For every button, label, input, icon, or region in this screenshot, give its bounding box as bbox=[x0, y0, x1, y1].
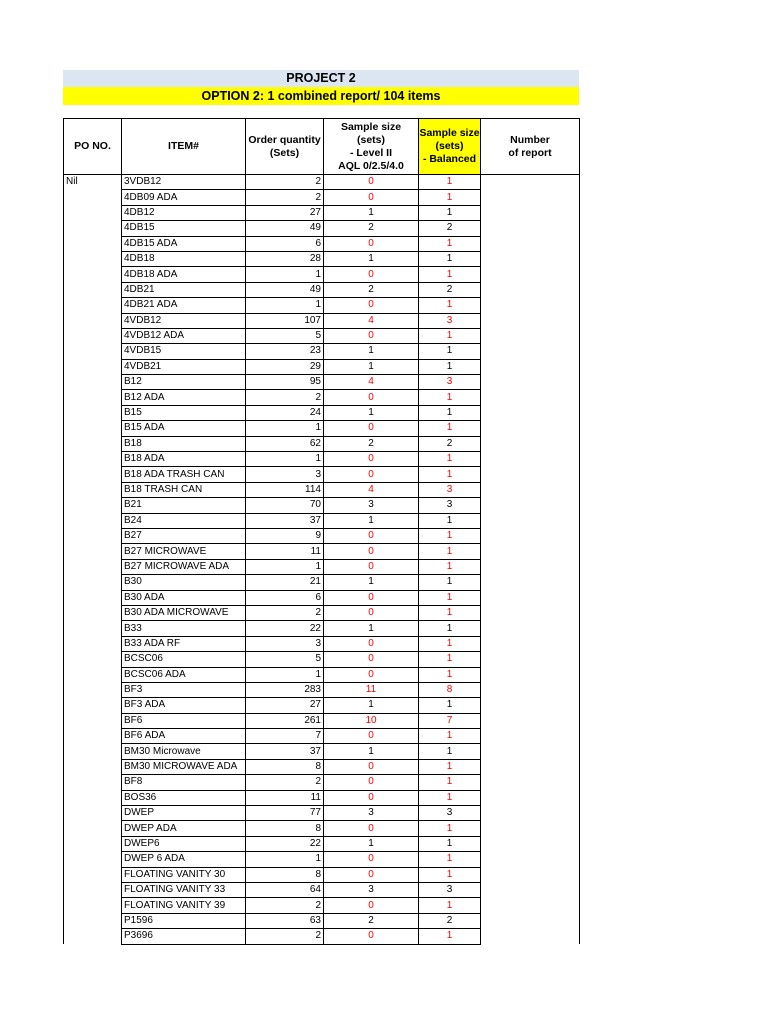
cell-po-no[interactable] bbox=[64, 359, 122, 374]
cell-sample-size-level-ii[interactable]: 0 bbox=[324, 729, 419, 744]
cell-sample-size-level-ii[interactable]: 2 bbox=[324, 221, 419, 236]
cell-po-no[interactable] bbox=[64, 929, 122, 944]
cell-sample-size-level-ii[interactable]: 1 bbox=[324, 205, 419, 220]
cell-po-no[interactable] bbox=[64, 405, 122, 420]
cell-po-no[interactable] bbox=[64, 698, 122, 713]
cell-item[interactable]: BF6 bbox=[122, 713, 246, 728]
cell-po-no[interactable] bbox=[64, 251, 122, 266]
cell-sample-size-level-ii[interactable]: 1 bbox=[324, 405, 419, 420]
cell-order-quantity[interactable]: 2 bbox=[246, 390, 324, 405]
cell-item[interactable]: B18 ADA bbox=[122, 452, 246, 467]
cell-sample-size-level-ii[interactable]: 1 bbox=[324, 698, 419, 713]
cell-sample-size-level-ii[interactable]: 0 bbox=[324, 590, 419, 605]
cell-po-no[interactable] bbox=[64, 867, 122, 882]
spreadsheet bbox=[63, 70, 579, 942]
cell-po-no[interactable] bbox=[64, 605, 122, 620]
header-item[interactable]: ITEM# bbox=[122, 119, 246, 175]
table-row bbox=[64, 175, 580, 190]
cell-sample-size-balanced[interactable]: 1 bbox=[419, 729, 481, 744]
cell-sample-size-balanced[interactable]: 1 bbox=[419, 467, 481, 482]
cell-sample-size-level-ii[interactable]: 2 bbox=[324, 282, 419, 297]
cell-sample-size-level-ii[interactable]: 0 bbox=[324, 236, 419, 251]
cell-item[interactable]: BM30 Microwave bbox=[122, 744, 246, 759]
cell-sample-size-balanced[interactable]: 1 bbox=[419, 621, 481, 636]
cell-sample-size-level-ii[interactable]: 0 bbox=[324, 605, 419, 620]
cell-po-no[interactable] bbox=[64, 328, 122, 343]
cell-order-quantity[interactable]: 22 bbox=[246, 836, 324, 851]
cell-sample-size-balanced[interactable]: 3 bbox=[419, 482, 481, 497]
cell-order-quantity[interactable]: 37 bbox=[246, 513, 324, 528]
option-subtitle: OPTION 2: 1 combined report/ 104 items bbox=[63, 87, 579, 105]
cell-order-quantity[interactable]: 2 bbox=[246, 175, 324, 190]
cell-sample-size-balanced[interactable]: 8 bbox=[419, 682, 481, 697]
cell-sample-size-level-ii[interactable]: 0 bbox=[324, 467, 419, 482]
cell-sample-size-balanced[interactable]: 1 bbox=[419, 898, 481, 913]
cell-po-no[interactable] bbox=[64, 652, 122, 667]
cell-order-quantity[interactable]: 261 bbox=[246, 713, 324, 728]
cell-sample-size-level-ii[interactable]: 1 bbox=[324, 251, 419, 266]
cell-sample-size-balanced[interactable]: 1 bbox=[419, 344, 481, 359]
cell-sample-size-balanced[interactable]: 3 bbox=[419, 375, 481, 390]
cell-order-quantity[interactable]: 107 bbox=[246, 313, 324, 328]
cell-order-quantity[interactable]: 8 bbox=[246, 759, 324, 774]
cell-order-quantity[interactable]: 22 bbox=[246, 621, 324, 636]
cell-po-no[interactable] bbox=[64, 298, 122, 313]
cell-sample-size-balanced[interactable]: 1 bbox=[419, 759, 481, 774]
cell-po-no[interactable] bbox=[64, 190, 122, 205]
header-number-of-report[interactable]: Number of report bbox=[481, 119, 580, 175]
cell-order-quantity[interactable]: 1 bbox=[246, 298, 324, 313]
cell-po-no[interactable] bbox=[64, 482, 122, 497]
cell-po-no[interactable] bbox=[64, 544, 122, 559]
cell-po-no[interactable] bbox=[64, 528, 122, 543]
cell-item[interactable]: BM30 MICROWAVE ADA bbox=[122, 759, 246, 774]
cell-item[interactable]: 4DB21 ADA bbox=[122, 298, 246, 313]
cell-po-no[interactable] bbox=[64, 775, 122, 790]
cell-sample-size-level-ii[interactable]: 0 bbox=[324, 667, 419, 682]
cell-po-no[interactable] bbox=[64, 713, 122, 728]
cell-sample-size-balanced[interactable]: 1 bbox=[419, 421, 481, 436]
cell-item[interactable]: BF3 ADA bbox=[122, 698, 246, 713]
cell-sample-size-level-ii[interactable]: 0 bbox=[324, 652, 419, 667]
cell-order-quantity[interactable]: 11 bbox=[246, 544, 324, 559]
cell-po-no[interactable]: Nil bbox=[64, 175, 122, 190]
cell-order-quantity[interactable]: 27 bbox=[246, 698, 324, 713]
cell-sample-size-level-ii[interactable]: 1 bbox=[324, 359, 419, 374]
cell-sample-size-balanced[interactable]: 3 bbox=[419, 806, 481, 821]
cell-po-no[interactable] bbox=[64, 667, 122, 682]
cell-order-quantity[interactable]: 27 bbox=[246, 205, 324, 220]
cell-sample-size-balanced[interactable]: 3 bbox=[419, 313, 481, 328]
cell-item[interactable]: B18 ADA TRASH CAN bbox=[122, 467, 246, 482]
cell-sample-size-level-ii[interactable]: 0 bbox=[324, 636, 419, 651]
cell-item[interactable]: P1596 bbox=[122, 913, 246, 928]
header-po-no[interactable]: PO NO. bbox=[64, 119, 122, 175]
cell-sample-size-balanced[interactable]: 1 bbox=[419, 775, 481, 790]
cell-order-quantity[interactable]: 5 bbox=[246, 328, 324, 343]
cell-po-no[interactable] bbox=[64, 205, 122, 220]
cell-sample-size-level-ii[interactable]: 0 bbox=[324, 867, 419, 882]
cell-sample-size-level-ii[interactable]: 0 bbox=[324, 267, 419, 282]
cell-number-of-report[interactable] bbox=[481, 175, 580, 945]
cell-order-quantity[interactable]: 24 bbox=[246, 405, 324, 420]
cell-order-quantity[interactable]: 49 bbox=[246, 282, 324, 297]
cell-po-no[interactable] bbox=[64, 559, 122, 574]
cell-sample-size-level-ii[interactable]: 0 bbox=[324, 175, 419, 190]
cell-po-no[interactable] bbox=[64, 729, 122, 744]
cell-order-quantity[interactable]: 5 bbox=[246, 652, 324, 667]
cell-sample-size-balanced[interactable]: 1 bbox=[419, 528, 481, 543]
cell-sample-size-level-ii[interactable]: 0 bbox=[324, 528, 419, 543]
cell-sample-size-balanced[interactable]: 1 bbox=[419, 575, 481, 590]
cell-sample-size-balanced[interactable]: 1 bbox=[419, 205, 481, 220]
cell-po-no[interactable] bbox=[64, 682, 122, 697]
cell-item[interactable]: 4DB18 ADA bbox=[122, 267, 246, 282]
cell-order-quantity[interactable]: 2 bbox=[246, 929, 324, 944]
cell-sample-size-level-ii[interactable]: 0 bbox=[324, 421, 419, 436]
cell-item[interactable]: 4DB15 ADA bbox=[122, 236, 246, 251]
cell-order-quantity[interactable]: 2 bbox=[246, 898, 324, 913]
cell-sample-size-level-ii[interactable]: 4 bbox=[324, 375, 419, 390]
cell-order-quantity[interactable]: 2 bbox=[246, 775, 324, 790]
cell-item[interactable]: DWEP ADA bbox=[122, 821, 246, 836]
cell-order-quantity[interactable]: 21 bbox=[246, 575, 324, 590]
cell-sample-size-balanced[interactable]: 1 bbox=[419, 190, 481, 205]
cell-sample-size-level-ii[interactable]: 1 bbox=[324, 513, 419, 528]
cell-sample-size-level-ii[interactable]: 4 bbox=[324, 482, 419, 497]
cell-order-quantity[interactable]: 7 bbox=[246, 729, 324, 744]
cell-item[interactable]: 4DB21 bbox=[122, 282, 246, 297]
cell-item[interactable]: B15 bbox=[122, 405, 246, 420]
cell-order-quantity[interactable]: 49 bbox=[246, 221, 324, 236]
cell-sample-size-level-ii[interactable]: 10 bbox=[324, 713, 419, 728]
cell-sample-size-level-ii[interactable]: 2 bbox=[324, 436, 419, 451]
cell-order-quantity[interactable]: 8 bbox=[246, 867, 324, 882]
cell-item[interactable]: B27 bbox=[122, 528, 246, 543]
cell-po-no[interactable] bbox=[64, 621, 122, 636]
cell-po-no[interactable] bbox=[64, 575, 122, 590]
cell-item[interactable]: B12 ADA bbox=[122, 390, 246, 405]
cell-item[interactable]: B18 bbox=[122, 436, 246, 451]
table-body bbox=[64, 175, 580, 945]
cell-order-quantity[interactable]: 3 bbox=[246, 636, 324, 651]
cell-sample-size-level-ii[interactable]: 11 bbox=[324, 682, 419, 697]
cell-order-quantity[interactable]: 283 bbox=[246, 682, 324, 697]
cell-po-no[interactable] bbox=[64, 759, 122, 774]
cell-sample-size-level-ii[interactable]: 1 bbox=[324, 621, 419, 636]
cell-sample-size-balanced[interactable]: 1 bbox=[419, 328, 481, 343]
cell-sample-size-balanced[interactable]: 1 bbox=[419, 821, 481, 836]
cell-sample-size-balanced[interactable]: 1 bbox=[419, 405, 481, 420]
header-sample-size-level-ii[interactable]: Sample size (sets) - Level II AQL 0/2.5/4.0 bbox=[324, 119, 419, 175]
cell-order-quantity[interactable]: 6 bbox=[246, 590, 324, 605]
cell-order-quantity[interactable]: 9 bbox=[246, 528, 324, 543]
cell-item[interactable]: B24 bbox=[122, 513, 246, 528]
cell-sample-size-balanced[interactable]: 1 bbox=[419, 744, 481, 759]
cell-po-no[interactable] bbox=[64, 852, 122, 867]
cell-order-quantity[interactable]: 8 bbox=[246, 821, 324, 836]
cell-item[interactable]: BF6 ADA bbox=[122, 729, 246, 744]
cell-sample-size-level-ii[interactable]: 3 bbox=[324, 498, 419, 513]
cell-item[interactable]: B33 bbox=[122, 621, 246, 636]
cell-sample-size-balanced[interactable]: 1 bbox=[419, 236, 481, 251]
cell-item[interactable]: B27 MICROWAVE ADA bbox=[122, 559, 246, 574]
cell-po-no[interactable] bbox=[64, 313, 122, 328]
cell-po-no[interactable] bbox=[64, 898, 122, 913]
cell-order-quantity[interactable]: 2 bbox=[246, 605, 324, 620]
cell-item[interactable]: 4VDB15 bbox=[122, 344, 246, 359]
cell-sample-size-balanced[interactable]: 1 bbox=[419, 267, 481, 282]
cell-item[interactable]: 3VDB12 bbox=[122, 175, 246, 190]
cell-sample-size-balanced[interactable]: 1 bbox=[419, 175, 481, 190]
cell-order-quantity[interactable]: 1 bbox=[246, 667, 324, 682]
cell-sample-size-level-ii[interactable]: 0 bbox=[324, 821, 419, 836]
cell-item[interactable]: B27 MICROWAVE bbox=[122, 544, 246, 559]
cell-order-quantity[interactable]: 62 bbox=[246, 436, 324, 451]
cell-order-quantity[interactable]: 11 bbox=[246, 790, 324, 805]
cell-sample-size-balanced[interactable]: 1 bbox=[419, 359, 481, 374]
cell-sample-size-balanced[interactable]: 3 bbox=[419, 882, 481, 897]
cell-item[interactable]: B33 ADA RF bbox=[122, 636, 246, 651]
cell-sample-size-balanced[interactable]: 1 bbox=[419, 929, 481, 944]
cell-po-no[interactable] bbox=[64, 467, 122, 482]
cell-po-no[interactable] bbox=[64, 744, 122, 759]
cell-item[interactable]: P3696 bbox=[122, 929, 246, 944]
cell-item[interactable]: BCSC06 bbox=[122, 652, 246, 667]
cell-order-quantity[interactable]: 6 bbox=[246, 236, 324, 251]
cell-order-quantity[interactable]: 28 bbox=[246, 251, 324, 266]
cell-sample-size-level-ii[interactable]: 3 bbox=[324, 882, 419, 897]
cell-item[interactable]: 4DB09 ADA bbox=[122, 190, 246, 205]
cell-sample-size-balanced[interactable]: 1 bbox=[419, 559, 481, 574]
cell-item[interactable]: B15 ADA bbox=[122, 421, 246, 436]
cell-sample-size-level-ii[interactable]: 0 bbox=[324, 190, 419, 205]
cell-sample-size-balanced[interactable]: 1 bbox=[419, 836, 481, 851]
cell-po-no[interactable] bbox=[64, 390, 122, 405]
cell-sample-size-balanced[interactable]: 2 bbox=[419, 436, 481, 451]
cell-sample-size-balanced[interactable]: 1 bbox=[419, 513, 481, 528]
cell-po-no[interactable] bbox=[64, 236, 122, 251]
cell-order-quantity[interactable]: 1 bbox=[246, 452, 324, 467]
cell-order-quantity[interactable]: 29 bbox=[246, 359, 324, 374]
cell-order-quantity[interactable]: 1 bbox=[246, 559, 324, 574]
cell-po-no[interactable] bbox=[64, 913, 122, 928]
cell-sample-size-level-ii[interactable]: 0 bbox=[324, 898, 419, 913]
cell-sample-size-balanced[interactable]: 1 bbox=[419, 298, 481, 313]
cell-sample-size-balanced[interactable]: 1 bbox=[419, 390, 481, 405]
cell-po-no[interactable] bbox=[64, 421, 122, 436]
cell-sample-size-balanced[interactable]: 1 bbox=[419, 605, 481, 620]
cell-item[interactable]: BCSC06 ADA bbox=[122, 667, 246, 682]
cell-order-quantity[interactable]: 1 bbox=[246, 421, 324, 436]
cell-sample-size-level-ii[interactable]: 0 bbox=[324, 452, 419, 467]
cell-order-quantity[interactable]: 37 bbox=[246, 744, 324, 759]
cell-order-quantity[interactable]: 64 bbox=[246, 882, 324, 897]
cell-item[interactable]: FLOATING VANITY 39 bbox=[122, 898, 246, 913]
cell-sample-size-level-ii[interactable]: 3 bbox=[324, 806, 419, 821]
cell-sample-size-balanced[interactable]: 1 bbox=[419, 636, 481, 651]
cell-item[interactable]: FLOATING VANITY 30 bbox=[122, 867, 246, 882]
cell-po-no[interactable] bbox=[64, 513, 122, 528]
cell-sample-size-level-ii[interactable]: 0 bbox=[324, 559, 419, 574]
cell-item[interactable]: 4VDB12 bbox=[122, 313, 246, 328]
cell-po-no[interactable] bbox=[64, 836, 122, 851]
cell-sample-size-balanced[interactable]: 3 bbox=[419, 498, 481, 513]
cell-item[interactable]: FLOATING VANITY 33 bbox=[122, 882, 246, 897]
cell-po-no[interactable] bbox=[64, 375, 122, 390]
cell-item[interactable]: BOS36 bbox=[122, 790, 246, 805]
cell-po-no[interactable] bbox=[64, 221, 122, 236]
cell-sample-size-balanced[interactable]: 1 bbox=[419, 852, 481, 867]
cell-item[interactable]: BF3 bbox=[122, 682, 246, 697]
cell-po-no[interactable] bbox=[64, 821, 122, 836]
cell-item[interactable]: B30 bbox=[122, 575, 246, 590]
cell-item[interactable]: B12 bbox=[122, 375, 246, 390]
cell-order-quantity[interactable]: 114 bbox=[246, 482, 324, 497]
cell-sample-size-level-ii[interactable]: 0 bbox=[324, 852, 419, 867]
cell-item[interactable]: B30 ADA MICROWAVE bbox=[122, 605, 246, 620]
cell-sample-size-balanced[interactable]: 1 bbox=[419, 667, 481, 682]
cell-sample-size-level-ii[interactable]: 0 bbox=[324, 544, 419, 559]
cell-item[interactable]: B21 bbox=[122, 498, 246, 513]
sample-size-table bbox=[63, 118, 580, 945]
cell-item[interactable]: B18 TRASH CAN bbox=[122, 482, 246, 497]
cell-po-no[interactable] bbox=[64, 344, 122, 359]
cell-order-quantity[interactable]: 2 bbox=[246, 190, 324, 205]
cell-item[interactable]: DWEP bbox=[122, 806, 246, 821]
cell-item[interactable]: 4DB15 bbox=[122, 221, 246, 236]
cell-item[interactable]: BF8 bbox=[122, 775, 246, 790]
cell-sample-size-level-ii[interactable]: 1 bbox=[324, 836, 419, 851]
header-row bbox=[64, 119, 580, 175]
cell-sample-size-level-ii[interactable]: 0 bbox=[324, 759, 419, 774]
cell-po-no[interactable] bbox=[64, 806, 122, 821]
header-sample-size-balanced[interactable]: Sample size (sets) - Balanced bbox=[419, 119, 481, 175]
cell-sample-size-level-ii[interactable]: 0 bbox=[324, 328, 419, 343]
header-order-quantity[interactable]: Order quantity (Sets) bbox=[246, 119, 324, 175]
cell-sample-size-balanced[interactable]: 1 bbox=[419, 652, 481, 667]
cell-sample-size-level-ii[interactable]: 1 bbox=[324, 744, 419, 759]
cell-po-no[interactable] bbox=[64, 790, 122, 805]
cell-sample-size-balanced[interactable]: 1 bbox=[419, 867, 481, 882]
cell-sample-size-level-ii[interactable]: 0 bbox=[324, 298, 419, 313]
cell-sample-size-level-ii[interactable]: 4 bbox=[324, 313, 419, 328]
cell-item[interactable]: DWEP6 bbox=[122, 836, 246, 851]
cell-sample-size-level-ii[interactable]: 0 bbox=[324, 929, 419, 944]
cell-order-quantity[interactable]: 95 bbox=[246, 375, 324, 390]
cell-po-no[interactable] bbox=[64, 436, 122, 451]
cell-order-quantity[interactable]: 1 bbox=[246, 852, 324, 867]
cell-sample-size-balanced[interactable]: 2 bbox=[419, 913, 481, 928]
cell-sample-size-balanced[interactable]: 1 bbox=[419, 698, 481, 713]
cell-po-no[interactable] bbox=[64, 452, 122, 467]
cell-sample-size-balanced[interactable]: 7 bbox=[419, 713, 481, 728]
cell-sample-size-balanced[interactable]: 1 bbox=[419, 251, 481, 266]
cell-sample-size-balanced[interactable]: 1 bbox=[419, 452, 481, 467]
cell-order-quantity[interactable]: 70 bbox=[246, 498, 324, 513]
cell-po-no[interactable] bbox=[64, 590, 122, 605]
cell-order-quantity[interactable]: 23 bbox=[246, 344, 324, 359]
cell-po-no[interactable] bbox=[64, 282, 122, 297]
cell-order-quantity[interactable]: 77 bbox=[246, 806, 324, 821]
cell-po-no[interactable] bbox=[64, 882, 122, 897]
cell-item[interactable]: 4VDB12 ADA bbox=[122, 328, 246, 343]
cell-sample-size-balanced[interactable]: 2 bbox=[419, 282, 481, 297]
cell-sample-size-level-ii[interactable]: 0 bbox=[324, 775, 419, 790]
cell-sample-size-level-ii[interactable]: 0 bbox=[324, 390, 419, 405]
cell-sample-size-balanced[interactable]: 2 bbox=[419, 221, 481, 236]
cell-po-no[interactable] bbox=[64, 636, 122, 651]
cell-sample-size-balanced[interactable]: 1 bbox=[419, 590, 481, 605]
cell-item[interactable]: 4DB18 bbox=[122, 251, 246, 266]
cell-sample-size-balanced[interactable]: 1 bbox=[419, 544, 481, 559]
cell-sample-size-level-ii[interactable]: 2 bbox=[324, 913, 419, 928]
cell-item[interactable]: DWEP 6 ADA bbox=[122, 852, 246, 867]
cell-sample-size-level-ii[interactable]: 1 bbox=[324, 344, 419, 359]
cell-po-no[interactable] bbox=[64, 498, 122, 513]
cell-sample-size-level-ii[interactable]: 1 bbox=[324, 575, 419, 590]
cell-sample-size-balanced[interactable]: 1 bbox=[419, 790, 481, 805]
cell-item[interactable]: B30 ADA bbox=[122, 590, 246, 605]
project-title: PROJECT 2 bbox=[63, 70, 579, 87]
cell-item[interactable]: 4VDB21 bbox=[122, 359, 246, 374]
cell-po-no[interactable] bbox=[64, 267, 122, 282]
cell-order-quantity[interactable]: 63 bbox=[246, 913, 324, 928]
cell-sample-size-level-ii[interactable]: 0 bbox=[324, 790, 419, 805]
cell-order-quantity[interactable]: 1 bbox=[246, 267, 324, 282]
cell-order-quantity[interactable]: 3 bbox=[246, 467, 324, 482]
cell-item[interactable]: 4DB12 bbox=[122, 205, 246, 220]
